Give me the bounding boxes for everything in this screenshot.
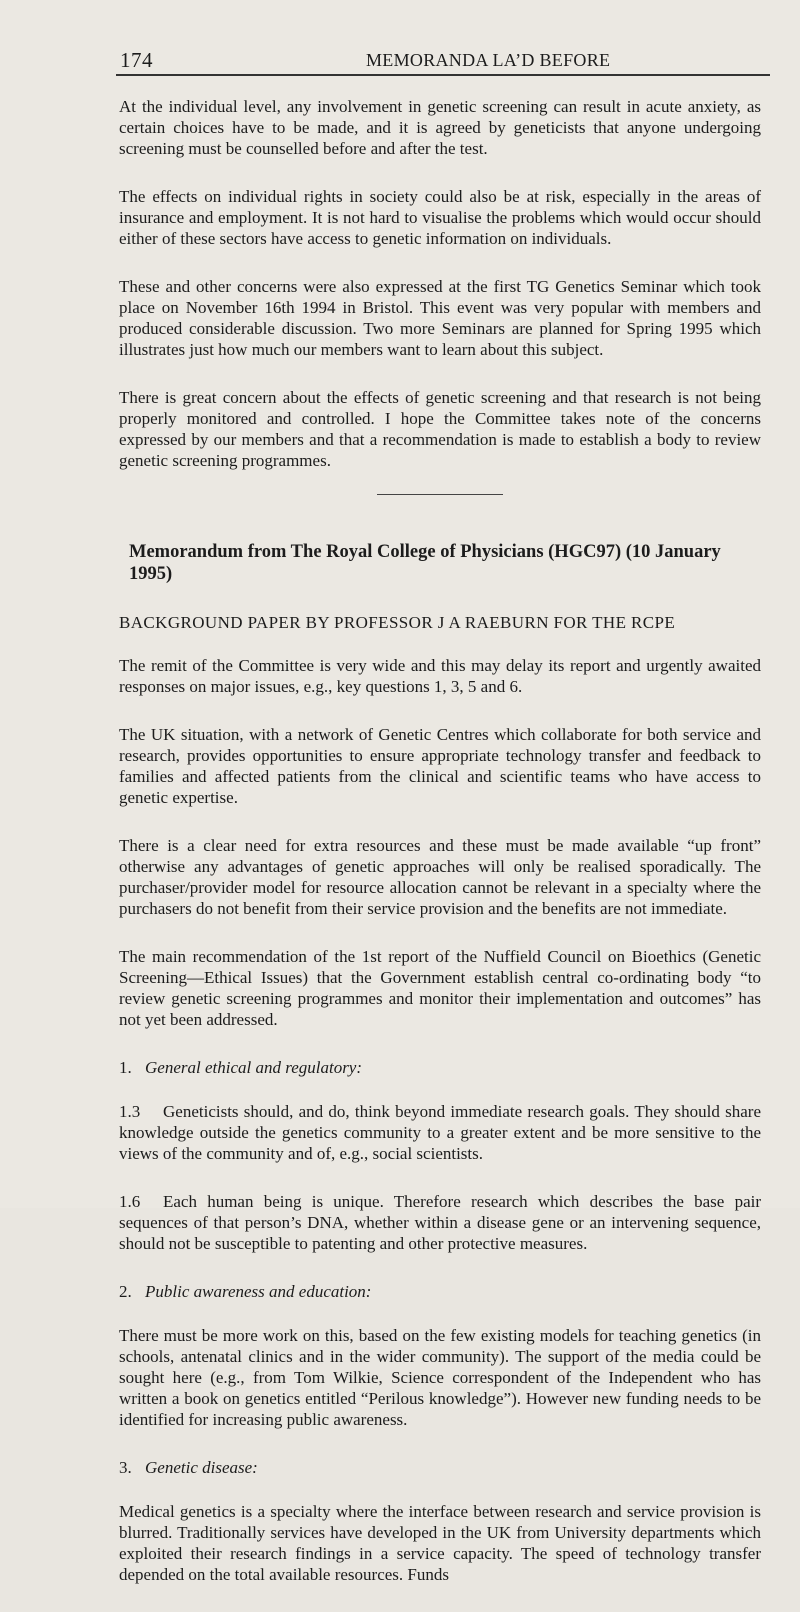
page-body	[119, 96, 761, 1612]
section-title: Genetic disease:	[145, 1458, 258, 1477]
paragraph: The main recommendation of the 1st report of the Nuffield Council on Bioethics (Genetic Screening—Ethical Issues) that the Government establish central co-ordinating body “to review genetic screening programmes and monitor their implementation and outcomes” has not yet been addressed.	[119, 947, 761, 1029]
page-number: 174	[120, 48, 153, 72]
numbered-paragraph	[119, 1191, 761, 1254]
background-paper-heading: BACKGROUND PAPER BY PROFESSOR J A RAEBURN FOR THE RCPE	[119, 613, 676, 632]
section-number: 3.	[119, 1458, 132, 1477]
paragraph-text: Each human being is unique. Therefore research which describes the base pair sequences of that person’s DNA, whether within a disease gene or an intervening sequence, should not be susceptible to patenting and other protective measures.	[119, 1192, 761, 1253]
paragraph: Medical genetics is a specialty where the interface between research and service provision is blurred. Traditionally services have developed in the UK from University departments which exploited their research findings in a service capacity. The speed of technology transfer depended on the total available resources. Funds	[119, 1502, 761, 1584]
paragraph: There is great concern about the effects of genetic screening and that research is not being properly monitored and controlled. I hope the Committee takes note of the concerns expressed by our members and that a recommendation is made to establish a body to review genetic screening programmes.	[119, 388, 761, 470]
paragraph: There is a clear need for extra resources and these must be made available “up front” otherwise any advantages of genetic approaches will only be realised sporadically. The purchaser/provider model for resource allocation cannot be relevant in a specialty where the purchasers do not benefit from their service provision and the benefits are not immediate.	[119, 836, 761, 918]
paragraph: These and other concerns were also expressed at the first TG Genetics Seminar which took place on November 16th 1994 in Bristol. This event was very popular with members and produced considerable discussion. Two more Seminars are planned for Spring 1995 which illustrates just how much our members want to learn about this subject.	[119, 277, 761, 359]
section-number: 1.	[119, 1058, 132, 1077]
section-heading-3	[119, 1457, 761, 1478]
memorandum-title: Memorandum from The Royal College of Physicians (HGC97) (10 January 1995)	[129, 542, 721, 584]
paragraph-text: Geneticists should, and do, think beyond immediate research goals. They should share knowledge outside the genetics community to a greater extent and be more sensitive to the views of the community and of, e.g., social scientists.	[119, 1102, 761, 1163]
section-title: Public awareness and education:	[145, 1282, 372, 1301]
paragraph-number: 1.3	[119, 1102, 141, 1121]
header-rule	[116, 74, 770, 76]
paragraph: The effects on individual rights in society could also be at risk, especially in the areas of insurance and employment. It is not hard to visualise the problems which would occur should either of these sectors have access to genetic information on individuals.	[119, 187, 761, 248]
section-divider	[377, 494, 503, 495]
paragraph: The UK situation, with a network of Genetic Centres which collaborate for both service and research, provides opportunities to ensure appropriate technology transfer and feedback to families and affected patients from the clinical and scientific teams who have access to genetic expertise.	[119, 725, 761, 807]
section-heading-1	[119, 1057, 761, 1078]
paragraph-number: 1.6	[119, 1192, 141, 1211]
section-number: 2.	[119, 1282, 132, 1301]
section-heading-2	[119, 1281, 761, 1302]
numbered-paragraph	[119, 1101, 761, 1164]
section-title: General ethical and regulatory:	[145, 1058, 363, 1077]
paragraph: At the individual level, any involvement in genetic screening can result in acute anxiety, as certain choices have to be made, and it is agreed by geneticists that anyone undergoing screening must be counselled before and after the test.	[119, 97, 761, 158]
paragraph: There must be more work on this, based on the few existing models for teaching genetics (in schools, antenatal clinics and in the wider community). The support of the media could be sought here (e.g., from Tom Wilkie, Science correspondent of the Independent who has written a book on genetics entitled “Perilous knowledge”). However new funding needs to be identified for increasing public awareness.	[119, 1326, 761, 1429]
running-head: MEMORANDA LA’D BEFORE	[366, 50, 611, 70]
paragraph: The remit of the Committee is very wide and this may delay its report and urgently awaited responses on major issues, e.g., key questions 1, 3, 5 and 6.	[119, 656, 761, 696]
